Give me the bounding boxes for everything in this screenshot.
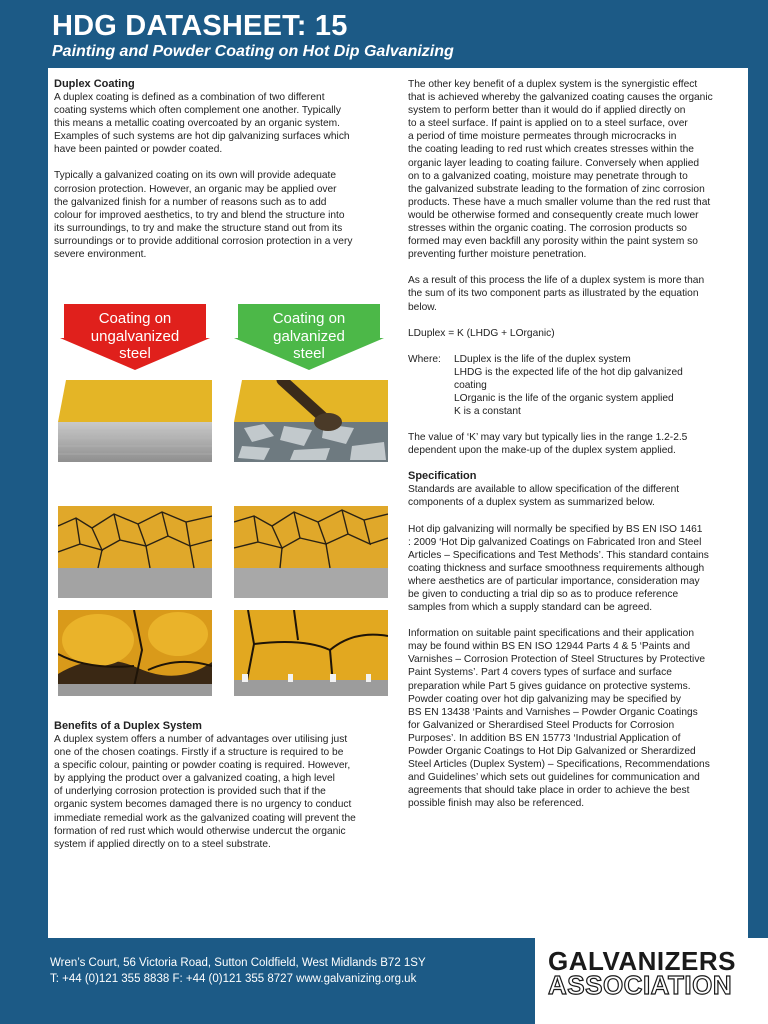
hdg-spec-paragraph: Hot dip galvanizing will normally be specified by BS EN ISO 1461 : 2009 ‘Hot Dip galvanized Coatings on Fabricated Iron and Steel Articles – Specifications and Test Methods’. This standard contains coating thickness and surface smoothness requirements although where aesthetics are of particular importance, consideration may be given to conducting a trial dip so as to produce reference samples from which a supply standard can be agreed. — [408, 523, 709, 614]
equation-legend — [408, 353, 748, 418]
duplex-reasons-paragraph: Typically a galvanized coating on its own will provide adequate corrosion protection. However, an organic may be applied over the galvanized finish for a number of reasons such as to add colour for improved aesthetics, to try and blend the structure into its surroundings, to try and make the structure stand out from its surroundings or to provide additional corrosion protection in a very severe environment. — [54, 170, 353, 261]
logo-association: ASSOCIATION — [548, 970, 733, 1000]
where-line-lorganic: LOrganic is the life of the organic system applied — [454, 392, 674, 404]
coating-comparison-figure — [56, 304, 390, 696]
label-galvanized-text: Coating on galvanized steel — [272, 310, 346, 362]
duplex-definition-paragraph: A duplex coating is defined as a combination of two different coating systems which often complement one another. Typically this means a metallic coating overcoated by an organic system. Examples of such systems are hot dip galvanizing surfaces which have been painted or powder coated. — [54, 92, 350, 156]
datasheet-subtitle: Painting and Powder Coating on Hot Dip Galvanizing — [52, 43, 454, 60]
spec-intro-paragraph: Standards are available to allow specification of the different components of a duplex system as summarized below. — [408, 484, 680, 509]
paint-spec-paragraph: Information on suitable paint specifications and their application may be found within BS EN ISO 12944 Parts 4 & 5 ‘Paints and Varnishes – Corrosion Protection of Steel Structures by Protective Paint Systems’. Part 4 covers types of surface and surface preparation while Part 5 gives guidance on protective systems. Powder coating over hot dip galvanizing may be specified by BS EN 13438 ‘Paints and Varnishes – Powder Organic Coatings for Galvanized or Sherardised Steel Products for Corrosion Purposes’. In addition BS EN 15773 ‘Industrial Application of Powder Organic Coatings to Hot Dip Galvanized or Sherardized Steel Articles (Duplex System) – Specifications, Recommendations and Guidelines’ which sets out guidelines for communication and agreements that should take place in order to achieve the best possible finish may also be referenced. — [408, 628, 710, 810]
label-ungalvanized — [60, 310, 210, 363]
specification-heading: Specification — [408, 470, 477, 483]
where-line-k: K is a constant — [454, 406, 521, 418]
where-line-lhdg: LHDG is the expected life of the hot dip galvanized coating — [454, 366, 683, 391]
panel-ungalvanized-new — [58, 380, 212, 462]
right-column — [408, 78, 748, 824]
where-line-lduplex: LDuplex is the life of the duplex system — [454, 353, 631, 365]
duplex-equation: LDuplex = K (LHDG + LOrganic) — [408, 327, 555, 339]
benefits-heading: Benefits of a Duplex System — [54, 720, 202, 732]
footer-contact-line: T: +44 (0)121 355 8838 F: +44 (0)121 355 8727 www.galvanizing.org.uk — [50, 973, 417, 985]
label-galvanized — [234, 310, 384, 363]
panel-galvanized-failure — [234, 610, 388, 696]
panel-galvanized-new — [234, 380, 388, 462]
footer-contact — [50, 955, 426, 987]
duplex-coating-heading: Duplex Coating — [54, 78, 135, 90]
result-paragraph: As a result of this process the life of a duplex system is more than the sum of its two component parts as illustrated by the equation below. — [408, 275, 705, 313]
panel-ungalvanized-cracked — [58, 506, 212, 598]
benefits-paragraph: A duplex system offers a number of advantages over utilising just one of the chosen coatings. Firstly if a structure is required to be a specific colour, painting or powder coating is required. However, by applying the product over a galvanized coating, a high level of underlying corrosion protection is provided such that if the organic system becomes damaged there is no urgency to conduct immediate remedial work as the galvanized coating will prevent the formation of red rust which would otherwise undercut the organic system if applied directly on to a steel substrate. — [54, 734, 356, 850]
where-lines — [454, 353, 683, 418]
synergy-paragraph: The other key benefit of a duplex system is the synergistic effect that is achieved whereby the galvanized coating causes the organic system to perform better than it would do if applied directly on to a steel surface. If paint is applied on to a steel surface, over a period of time moisture permeates through microcracks in the coating leading to red rust which creates stresses within the organic layer leading to coating failure. Conversely when applied on to a galvanized coating, moisture may penetrate through to the galvanized substrate leading to the formation of zinc corrosion products. These have a much smaller volume than the red rust that would be otherwise formed and consequently create much lower stresses within the organic coating. The corrosion products so formed may even backfill any porosity within the paint system so preventing further moisture penetration. — [408, 79, 713, 261]
logo-galvanizers: GALVANIZERS — [548, 946, 736, 976]
right-margin-bar — [748, 0, 768, 938]
benefits-section — [54, 720, 394, 864]
k-value-paragraph: The value of ‘K’ may vary but typically lies in the range 1.2-2.5 dependent upon the make-up of the duplex system applied. — [408, 432, 688, 457]
left-column — [54, 78, 394, 274]
label-ungalvanized-text: Coating on ungalvanized steel — [90, 310, 180, 362]
panel-ungalvanized-failure — [58, 610, 212, 696]
panel-galvanized-cracked — [234, 506, 388, 598]
datasheet-title: HDG DATASHEET: 15 — [52, 10, 348, 42]
where-label: Where: — [408, 353, 441, 365]
footer-address-line: Wren’s Court, 56 Victoria Road, Sutton Coldfield, West Midlands B72 1SY — [50, 957, 426, 969]
left-margin-bar — [0, 0, 48, 1024]
